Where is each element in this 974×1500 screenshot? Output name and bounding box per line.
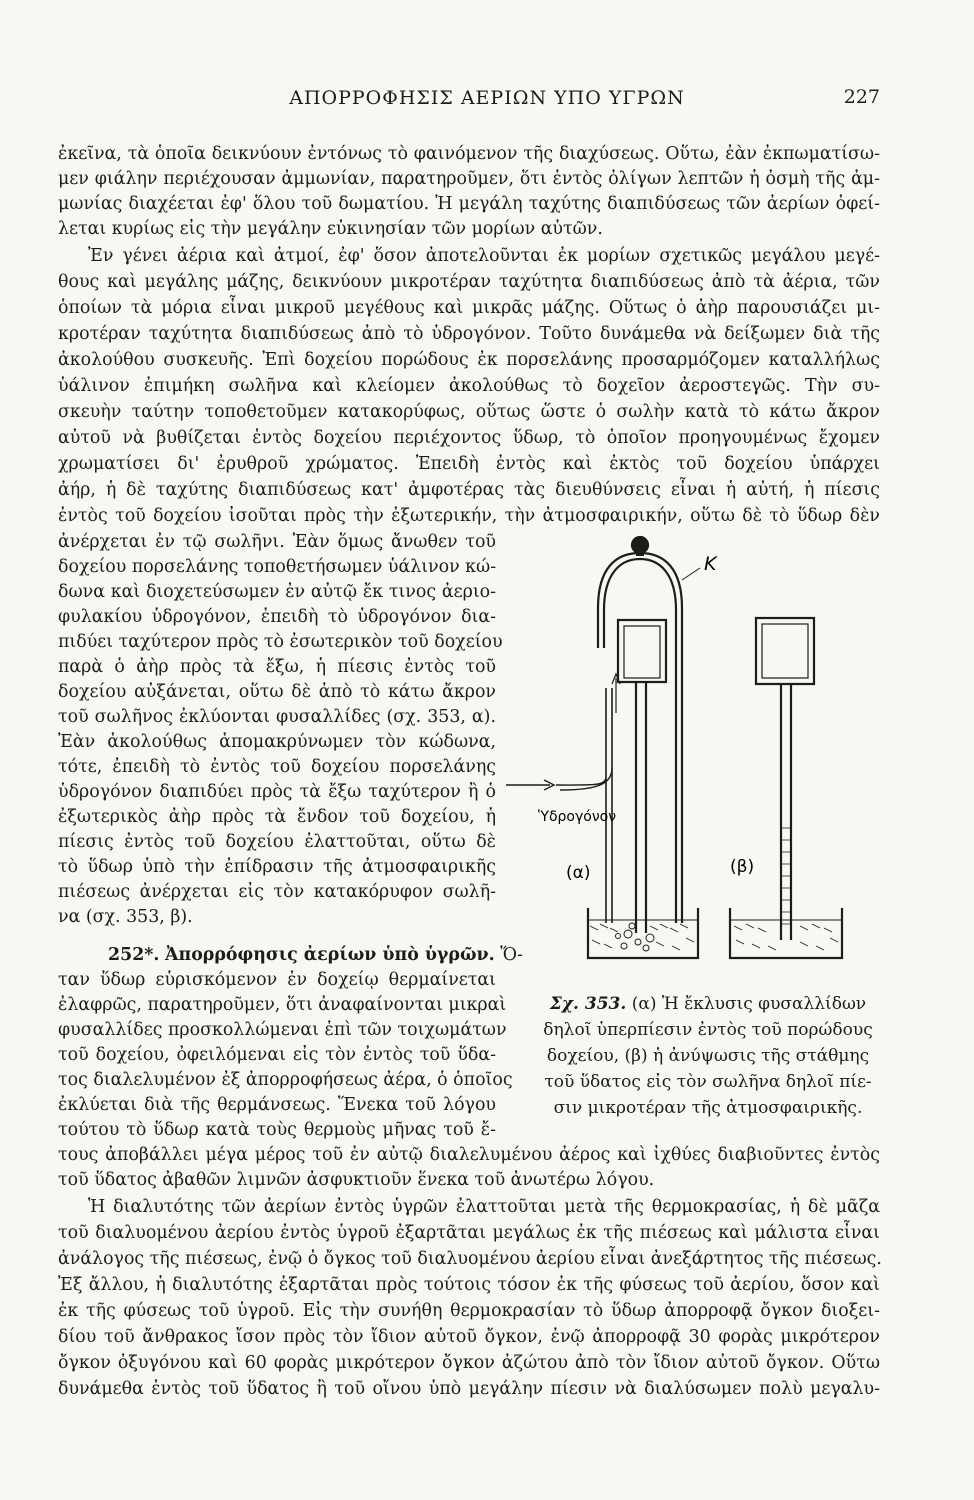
column-line: παρὰ ὁ ἀὴρ πρὸς τὰ ἔξω, ἡ πίεσις ἐντὸς τοῦ <box>58 657 496 677</box>
bubbles <box>616 923 655 951</box>
column-line: ἐξωτερικὸς ἀὴρ πρὸς τὰ ἔνδον τοῦ δοχείου, ἡ <box>58 807 496 827</box>
text-line: Ἐν γένει ἀέρια καὶ ἀτμοί, ἐφ' ὅσον ἀποτελοῦνται ἐκ μορίων σχετικῶς μεγάλου μεγέ- <box>88 246 880 266</box>
gas-inlet-tube <box>606 688 612 923</box>
column-line: ἀνέρχεται ἐν τῷ σωλῆνι. Ἐὰν ὅμως ἄνωθεν τοῦ <box>58 532 496 552</box>
section-title: Ἀπορρόφησις ἀερίων ὑπὸ ὑγρῶν. <box>164 945 495 965</box>
text-line: ἐκεῖνα, τὰ ὁποῖα δεικνύουν ἐντόνως τὸ φαινόμενον τῆς διαχύσεως. Οὕτω, ἐὰν ἐκπωματίσω- <box>58 144 880 164</box>
figure-caption-line: τοῦ ὕδατος εἰς τὸν σωλῆνα δηλοῖ πίε- <box>544 1072 872 1092</box>
column-line: τος διαλελυμένον ἐξ ἀπορροφήσεως ἀέρα, ὁ ὁποῖος <box>58 1070 513 1090</box>
text-line: χρωματίσει δι' ἐρυθροῦ χρώματος. Ἐπειδὴ ἐντὸς καὶ ἐκτὸς τοῦ δοχείου ὑπάρχει <box>58 454 880 474</box>
text-line: ἐντὸς τοῦ δοχείου ἰσοῦται πρὸς τὴν ἐξωτερικήν, τὴν ἀτμοσφαιρικήν, οὕτω δὲ τὸ ὕδωρ δὲν <box>58 506 880 526</box>
column-line: τοῦ δοχείου, ὀφειλόμεναι εἰς τὸν ἐντὸς τοῦ ὕδα- <box>58 1045 496 1065</box>
column-line: πίεσις ἐντὸς τοῦ δοχείου ἐλαττοῦται, οὕτω δὲ <box>58 832 496 852</box>
porous-pot-a <box>618 620 666 682</box>
text-line: ἀκολούθου συσκευῆς. Ἐπὶ δοχείου πορώδους ἐκ πορσελάνης προσαρμόζομεν καταλλήλως <box>58 350 880 370</box>
figure-caption-line: δοχείου, (β) ἡ ἀνύψωσις τῆς στάθμης <box>546 1046 870 1066</box>
figure-label-gas: Ὑδρογόνον <box>538 809 617 825</box>
text-line: ὁποίων τὰ μόρια εἶναι μικροῦ μεγέθους καὶ μικρᾶς μάζης. Οὕτως ὁ ἀὴρ παρουσιάζει μι- <box>58 298 880 318</box>
text-line: Ἐξ ἄλλου, ἡ διαλυτότης ἐξαρτᾶται πρὸς τούτοις τόσον ἐκ τῆς φύσεως τοῦ ἀερίου, ὅσον καὶ <box>58 1275 880 1295</box>
text-line: κροτέραν ταχύτητα διαπιδύσεως ἀπὸ τὸ ὑδρογόνον. Τοῦτο δυνάμεθα νὰ δείξωμεν διὰ τῆς <box>58 324 880 344</box>
text-line: θους καὶ μεγάλης μάζης, δεικνύουν μικροτέραν ταχύτητα διαπιδύσεως ἀπὸ τὰ ἀέρια, τῶν <box>58 272 880 292</box>
bell-jar <box>598 553 682 923</box>
column-line: τὸ ὕδωρ ὑπὸ τὴν ἐπίδρασιν τῆς ἀτμοσφαιρικῆς <box>58 857 496 877</box>
figure-label-k: K <box>704 553 717 575</box>
column-line: φυσαλλίδες προσκολλώμεναι ἐπὶ τῶν τοιχωμάτων <box>58 1020 507 1040</box>
text-line: σκευὴν ταύτην τοποθετοῦμεν κατακορύφως, οὕτως ὥστε ὁ σωλὴν κατὰ τὸ κάτω ἄκρον <box>58 402 880 422</box>
figure-caption-line <box>528 993 888 1017</box>
section-first-line: Ὅ- <box>500 945 523 965</box>
column-line: φυλακίου ὑδρογόνον, ἐπειδὴ τὸ ὑδρογόνον δια- <box>58 607 496 627</box>
figure-label-b: (β) <box>730 857 755 877</box>
column-line: τούτου τὸ ὕδωρ κατὰ τοὺς θερμοὺς μῆνας τοῦ ἔ- <box>58 1120 496 1140</box>
column-line: ἐλαφρῶς, παρατηροῦμεν, ὅτι ἀναφαίνονται μικραὶ <box>58 995 507 1015</box>
bell-jar-inner <box>604 559 676 923</box>
figure-caption-line: δηλοῖ ὑπερπίεσιν ἐντὸς τοῦ πορώδους <box>543 1020 873 1040</box>
column-line: ὑδρογόνον διαπιδύει πρὸς τὰ ἔξω ταχύτερον ἢ ὁ <box>58 782 496 802</box>
column-line: τότε, ἐπειδὴ τὸ ἐντὸς τοῦ δοχείου πορσελάνης <box>58 757 496 777</box>
running-header: ΑΠΟΡΡΟΦΗΣΙΣ ΑΕΡΙΩΝ ΥΠΟ ΥΓΡΩΝ <box>289 87 685 109</box>
text-line: δυνάμεθα ἐντὸς τοῦ ὕδατος ἢ τοῦ οἴνου ὑπὸ μεγάλην πίεσιν νὰ διαλύσωμεν πολὺ μεγαλυ- <box>58 1379 880 1399</box>
water-dish-b <box>730 908 842 958</box>
figure-label-a: (α) <box>566 863 591 883</box>
text-line: μωνίας διαχέεται ἐφ' ὅλου τοῦ δωματίου. Ἡ μεγάλη ταχύτης διαπιδύσεως τῶν ἀερίων ὀφεί- <box>58 194 880 214</box>
section-heading <box>108 944 523 966</box>
porous-pot-b <box>756 618 814 684</box>
caption-label: Σχ. 353. <box>549 994 627 1014</box>
water-column-b <box>782 828 790 924</box>
bell-knob <box>632 537 648 553</box>
page-number: 227 <box>843 86 880 108</box>
text-line: τοῦ διαλυομένου ἀερίου ἐντὸς ὑγροῦ ἐξαρτᾶται μεγάλως ἐκ τῆς πιέσεως καὶ μάλιστα εἶναι <box>58 1223 880 1243</box>
text-line: ὄγκον ὀξυγόνου καὶ 60 φορὰς μικρότερον ὄγκον ἀζώτου ἀπὸ τὸν ἴδιον αὐτοῦ ὄγκον. Οὕτω <box>58 1353 880 1373</box>
column-line: πιδύει ταχύτερον πρὸς τὸ ἐσωτερικὸν τοῦ δοχείου <box>58 632 503 652</box>
column-line: τοῦ σωλῆνος ἐκλύονται φυσαλλίδες (σχ. 353, α). <box>58 707 496 727</box>
text-line: ἐκ τῆς φύσεως τοῦ ὑγροῦ. Εἰς τὴν συνήθη θερμοκρασίαν τὸ ὕδωρ ἀπορροφᾷ ὄγκον διοξει- <box>58 1301 880 1321</box>
column-line: δοχείου αὐξάνεται, οὕτω δὲ ἀπὸ τὸ κάτω ἄκρον <box>58 682 496 702</box>
column-line: δωνα καὶ διοχετεύσωμεν ἐν αὐτῷ ἔκ τινος ἀεριο- <box>58 582 496 602</box>
text-line: μεν φιάλην περιέχουσαν ἀμμωνίαν, παρατηροῦμεν, ὅτι ἐντὸς ὀλίγων λεπτῶν ἡ ὀσμὴ τῆς ἀμ- <box>58 169 880 189</box>
caption-text: (α) Ἡ ἔκλυσις φυσαλλίδων <box>631 994 867 1014</box>
section-number: 252*. <box>108 945 160 965</box>
column-line: δοχείου πορσελάνης τοποθετήσωμεν ὑάλινον κώ- <box>58 557 497 577</box>
text-line: αὐτοῦ νὰ βυθίζεται ἐντὸς δοχείου περιέχοντος ὕδωρ, τὸ ὁποῖον προηγουμένως ἔχομεν <box>58 428 880 448</box>
column-line: πιέσεως ἀνέρχεται εἰς τὸν κατακόρυφον σωλῆ- <box>58 882 496 902</box>
column-line: ταν ὕδωρ εὑρισκόμενον ἐν δοχείῳ θερμαίνεται <box>58 970 496 990</box>
figure-353 <box>500 528 890 968</box>
text-line: ἀήρ, ἡ δὲ ταχύτης διαπιδύσεως κατ' ἀμφοτέρας τὰς διευθύνσεις εἶναι ἡ αὐτή, ἡ πίεσις <box>58 480 880 500</box>
text-line: λεται κυρίως εἰς τὴν μεγάλην εὐκινησίαν τῶν μορίων αὐτῶν. <box>58 219 603 239</box>
text-line: τοῦ ὕδατος ἀβαθῶν λιμνῶν ἀσφυκτιοῦν ἕνεκα τοῦ ἀνωτέρω λόγου. <box>58 1170 655 1190</box>
text-line: ἀνάλογος τῆς πιέσεως, ἐνῷ ὁ ὄγκος τοῦ διαλυομένου ἀερίου εἶναι ἀνεξάρτητος τῆς πιέσεως. <box>58 1249 882 1269</box>
text-line: ὑάλινον ἐπιμήκη σωλῆνα καὶ κλείομεν ἀκολούθως τὸ δοχεῖον ἀεροστεγῶς. Τὴν συ- <box>58 376 880 396</box>
column-line: να (σχ. 353, β). <box>58 907 193 927</box>
figure-caption-line: σιν μικροτέραν τῆς ἀτμοσφαιρικῆς. <box>553 1098 863 1118</box>
text-line: δίου τοῦ ἄνθρακος ἴσον πρὸς τὸν ἴδιον αὐτοῦ ὄγκον, ἐνῷ ἀπορροφᾷ 30 φορὰς μικρότερον <box>58 1327 880 1347</box>
column-line: Ἐὰν ἀκολούθως ἀπομακρύνωμεν τὸν κώδωνα, <box>58 732 496 752</box>
text-line: τους ἀποβάλλει μέγα μέρος τοῦ ἐν αὐτῷ διαλελυμένου ἀέρος καὶ ἰχθύες διαβιοῦντες ἐντὸς <box>58 1145 880 1165</box>
text-line: Ἡ διαλυτότης τῶν ἀερίων ἐντὸς ὑγρῶν ἐλαττοῦται μετὰ τῆς θερμοκρασίας, ἡ δὲ μᾶζα <box>88 1197 880 1217</box>
column-line: ἐκλύεται διὰ τῆς θερμάνσεως. Ἕνεκα τοῦ λόγου <box>58 1095 496 1115</box>
